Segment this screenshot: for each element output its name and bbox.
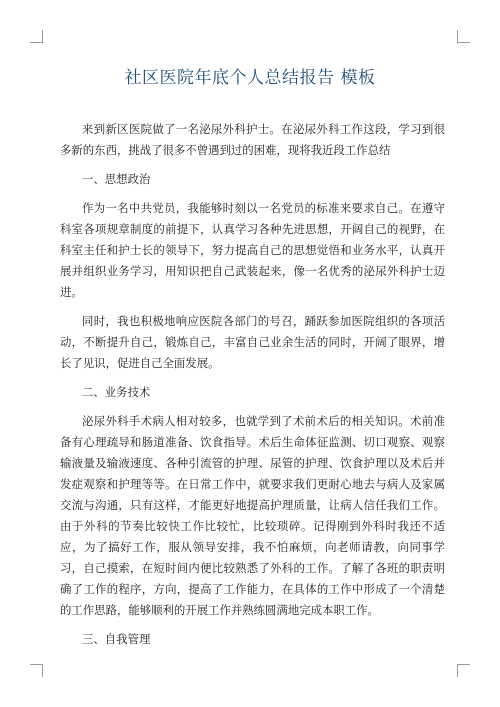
body-paragraph: 泌尿外科手术病人相对较多，也就学到了术前术后的相关知识。术前准备有心理疏导和肠道准备、饮食指导。术后生命体征监测、切口观察、观察输液量及输液速度、各种引流管的护理、尿管的护理、饮食护理以及术后并发症观察和护理等等。在日常工作中，就要求我们更耐心地去与病人及家属交流与沟通，只有这样，才能更好地提高护理质量，让病人信任我们工作。由于外科的节奏比较快工作比较忙，比较琐碎。记得刚到外科时我还不适应，为了搞好工作，服从领导安排，我不怕麻烦，向老师请教，向同事学习，自己摸索，在短时间内便比较熟悉了外科的工作。了解了各班的职责明确了工作的程序，方向，提高了工作能力，在具体的工作中形成了一个清楚的工作思路，能够顺利的开展工作并熟练圆满地完成本职工作。 bbox=[60, 414, 445, 617]
section-heading: 一、思想政治 bbox=[82, 172, 151, 186]
crop-mark-top-right bbox=[457, 30, 470, 43]
body-paragraph: 同时，我也积极地响应医院各部门的号召，踊跃参加医院组织的各项活动，不断提升自己，锻炼自己，丰富自己业余生活的同时，开阔了眼界，增长了见识，促进自己全面发展。 bbox=[60, 314, 445, 370]
document-title: 社区医院年底个人总结报告 模板 bbox=[124, 68, 376, 88]
crop-mark-bottom-right bbox=[457, 664, 470, 677]
crop-mark-bottom-left bbox=[30, 664, 43, 677]
section-heading: 三、自我管理 bbox=[82, 632, 151, 646]
intro-paragraph: 来到新区医院做了一名泌尿外科护士。在泌尿外科工作这段，学习到很多新的东西，挑战了很多不曾遇到过的困难，现将我近段工作总结 bbox=[60, 122, 445, 157]
body-paragraph: 作为一名中共党员，我能够时刻以一名党员的标准来要求自己。在遵守科室各项规章制度的前提下，认真学习各种先进思想，开阔自己的视野，在科室主任和护士长的领导下，努力提高自己的思想觉悟和业务水平，认真开展并组织业务学习，用知识把自己武装起来，像一名优秀的泌尿外科护士迈进。 bbox=[60, 201, 445, 299]
crop-mark-top-left bbox=[30, 30, 43, 43]
section-heading: 二、业务技术 bbox=[82, 385, 151, 399]
document-body bbox=[60, 119, 445, 658]
